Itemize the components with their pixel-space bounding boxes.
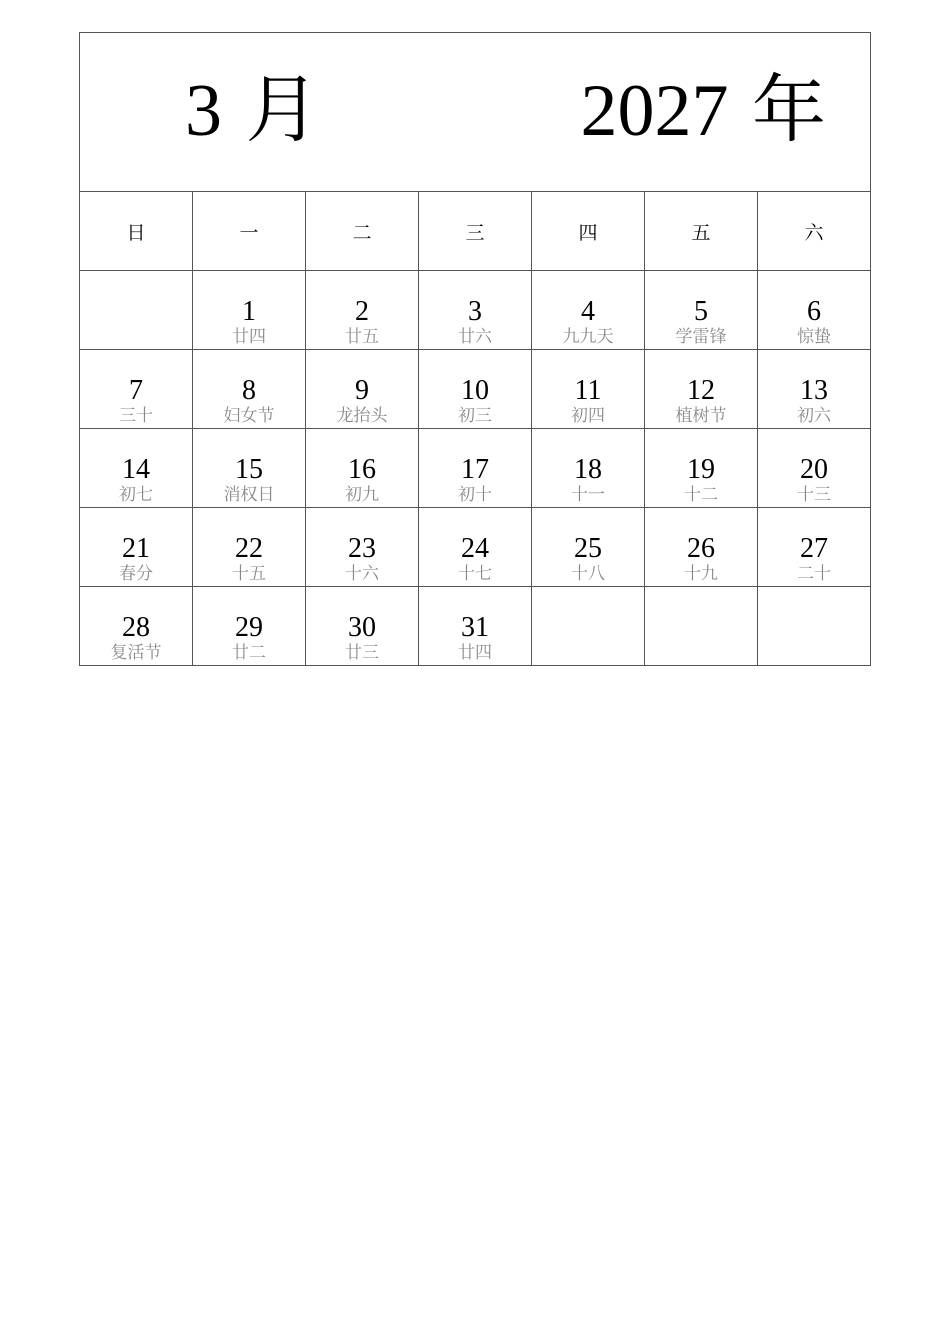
day-number: 3 [468, 296, 482, 327]
day-number: 26 [687, 533, 715, 564]
day-cell [306, 350, 419, 429]
day-cell [80, 508, 193, 587]
day-number: 27 [800, 533, 828, 564]
day-cell [193, 429, 306, 508]
year-suffix: 年 [752, 67, 827, 153]
day-number: 9 [355, 375, 369, 406]
day-cell [80, 350, 193, 429]
day-number: 11 [574, 375, 602, 406]
day-number: 16 [348, 454, 376, 485]
lunar-label: 初十 [458, 485, 492, 505]
week-row [80, 350, 871, 429]
day-cell [532, 587, 645, 666]
calendar-table [79, 32, 871, 666]
day-cell [758, 350, 871, 429]
day-number: 19 [687, 454, 715, 485]
day-number: 22 [235, 533, 263, 564]
lunar-label: 廿三 [345, 643, 379, 663]
day-cell [306, 429, 419, 508]
day-number: 10 [461, 375, 489, 406]
lunar-label: 三十 [119, 406, 153, 426]
week-row [80, 508, 871, 587]
day-cell [193, 271, 306, 350]
day-number: 12 [687, 375, 715, 406]
lunar-label: 春分 [119, 564, 153, 584]
calendar-header-row [80, 33, 871, 192]
day-cell [532, 429, 645, 508]
weekday-header-row [80, 192, 871, 271]
day-cell [645, 271, 758, 350]
lunar-label: 十二 [684, 485, 718, 505]
day-cell [758, 508, 871, 587]
lunar-label: 龙抬头 [336, 406, 388, 426]
day-number: 6 [807, 296, 821, 327]
day-cell [758, 271, 871, 350]
day-cell [80, 587, 193, 666]
day-number: 18 [574, 454, 602, 485]
lunar-label: 九九天 [562, 327, 614, 347]
year-title [580, 67, 826, 154]
day-cell [645, 429, 758, 508]
lunar-label: 十八 [571, 564, 605, 584]
lunar-label: 惊蛰 [797, 327, 831, 347]
day-cell [532, 508, 645, 587]
day-cell [306, 271, 419, 350]
lunar-label: 初七 [119, 485, 153, 505]
day-number: 17 [461, 454, 489, 485]
lunar-label: 十六 [345, 564, 379, 584]
month-number: 3 [185, 70, 222, 152]
weekday-wednesday: 三 [419, 192, 532, 271]
day-cell [80, 429, 193, 508]
day-cell [758, 587, 871, 666]
day-number: 2 [355, 296, 369, 327]
week-row [80, 271, 871, 350]
day-number: 24 [461, 533, 489, 564]
weekday-monday: 一 [193, 192, 306, 271]
weekday-sunday: 日 [80, 192, 193, 271]
lunar-label: 学雷锋 [675, 327, 727, 347]
day-cell [193, 350, 306, 429]
day-number: 14 [122, 454, 150, 485]
lunar-label: 十九 [684, 564, 718, 584]
lunar-label: 初四 [571, 406, 605, 426]
lunar-label: 植树节 [675, 406, 727, 426]
day-cell [419, 429, 532, 508]
month-suffix: 月 [245, 67, 320, 153]
day-number: 7 [129, 375, 143, 406]
lunar-label: 廿四 [232, 327, 266, 347]
day-number: 20 [800, 454, 828, 485]
week-row [80, 587, 871, 666]
day-number: 1 [242, 296, 256, 327]
day-number: 30 [348, 612, 376, 643]
day-number: 4 [581, 296, 595, 327]
year-number: 2027 [580, 70, 729, 152]
lunar-label: 十七 [458, 564, 492, 584]
month-title [185, 67, 320, 154]
day-number: 21 [122, 533, 150, 564]
day-number: 28 [122, 612, 150, 643]
day-cell [532, 271, 645, 350]
week-row [80, 429, 871, 508]
day-number: 25 [574, 533, 602, 564]
lunar-label: 复活节 [110, 643, 162, 663]
day-number: 23 [348, 533, 376, 564]
lunar-label: 初九 [345, 485, 379, 505]
lunar-label: 十五 [232, 564, 266, 584]
day-number: 8 [242, 375, 256, 406]
day-cell [306, 508, 419, 587]
day-cell [193, 587, 306, 666]
day-cell [80, 271, 193, 350]
day-cell [758, 429, 871, 508]
day-cell [532, 350, 645, 429]
weekday-thursday: 四 [532, 192, 645, 271]
day-number: 29 [235, 612, 263, 643]
lunar-label: 初三 [458, 406, 492, 426]
calendar-title [80, 33, 871, 192]
day-number: 31 [461, 612, 489, 643]
lunar-label: 廿六 [458, 327, 492, 347]
weekday-friday: 五 [645, 192, 758, 271]
lunar-label: 二十 [797, 564, 831, 584]
lunar-label: 十一 [571, 485, 605, 505]
day-cell [419, 350, 532, 429]
lunar-label: 十三 [797, 485, 831, 505]
day-cell [419, 271, 532, 350]
weekday-tuesday: 二 [306, 192, 419, 271]
day-cell [419, 587, 532, 666]
day-cell [306, 587, 419, 666]
day-cell [645, 508, 758, 587]
day-number: 13 [800, 375, 828, 406]
day-cell [645, 587, 758, 666]
day-number: 5 [694, 296, 708, 327]
lunar-label: 妇女节 [223, 406, 275, 426]
day-cell [193, 508, 306, 587]
lunar-label: 初六 [797, 406, 831, 426]
lunar-label: 廿二 [232, 643, 266, 663]
lunar-label: 消权日 [223, 485, 275, 505]
weekday-saturday: 六 [758, 192, 871, 271]
lunar-label: 廿四 [458, 643, 492, 663]
lunar-label: 廿五 [345, 327, 379, 347]
day-cell [645, 350, 758, 429]
day-cell [419, 508, 532, 587]
day-number: 15 [235, 454, 263, 485]
